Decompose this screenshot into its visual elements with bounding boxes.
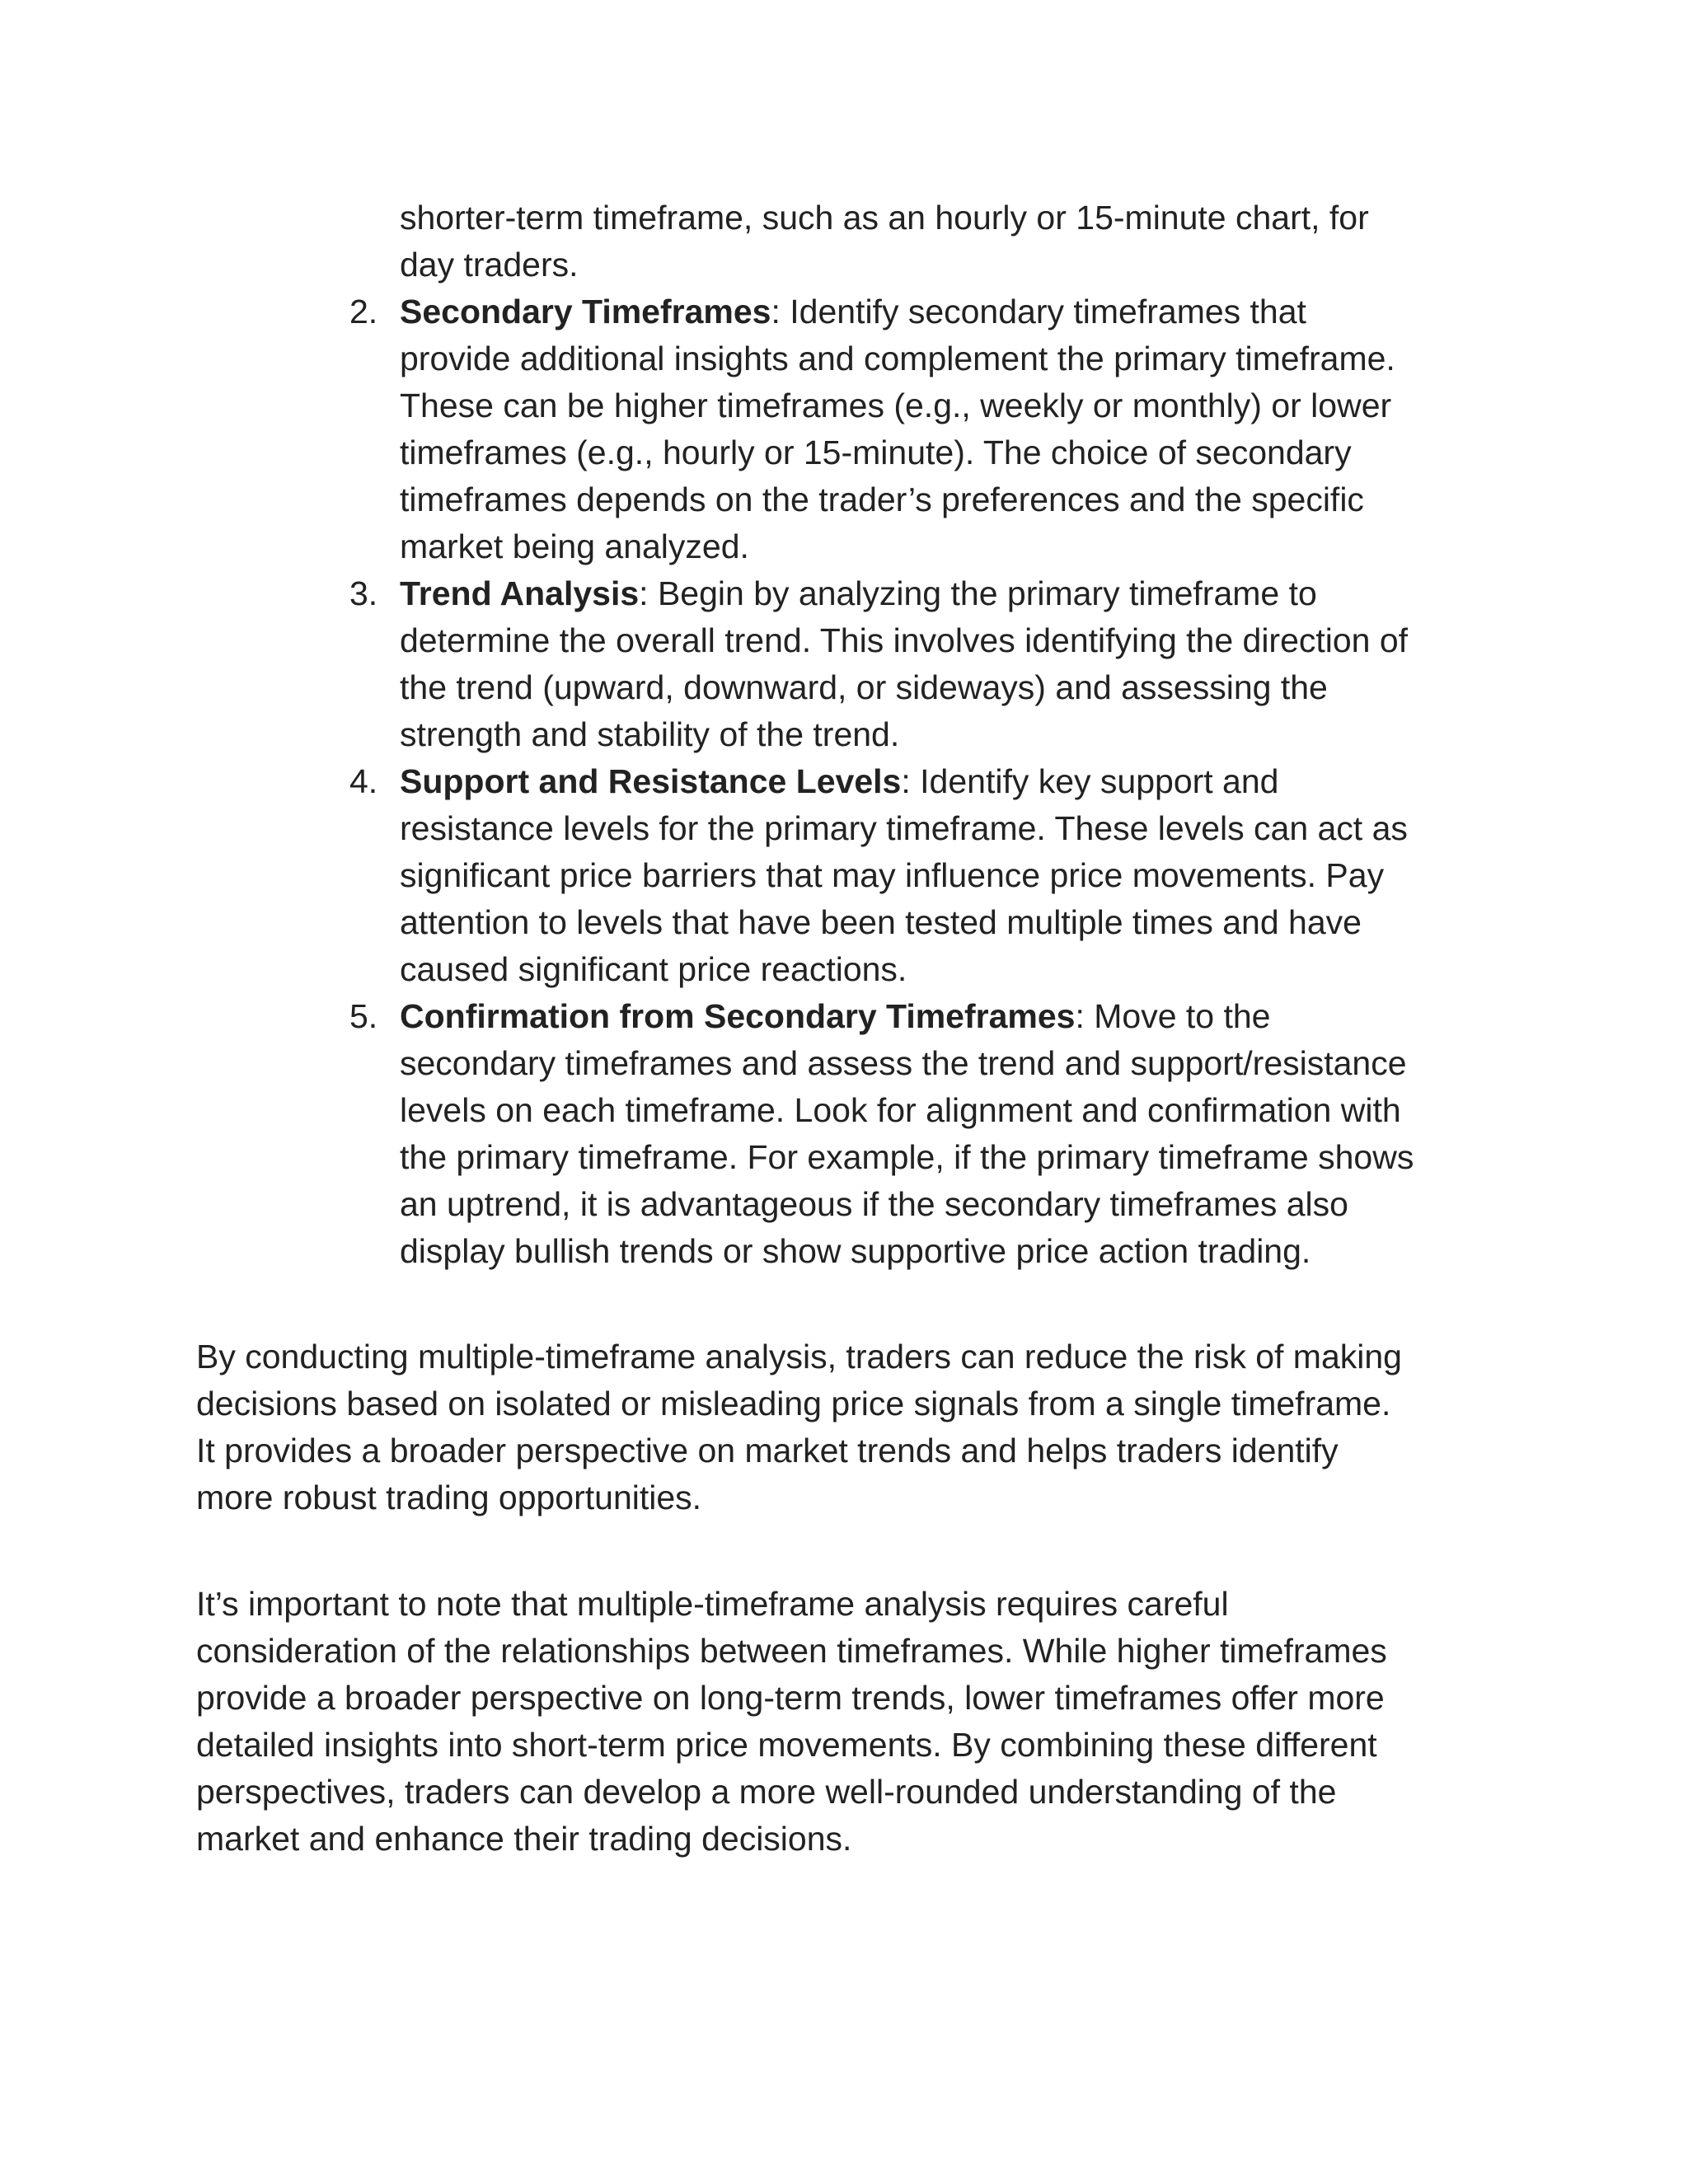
list-item-first-line bbox=[400, 993, 1270, 1040]
list-item-line: the trend (upward, downward, or sideways) and assessing the bbox=[400, 668, 1328, 706]
list-item-line: an uptrend, it is advantageous if the secondary timeframes also bbox=[400, 1185, 1348, 1223]
list-item-first-line bbox=[400, 758, 1278, 805]
list-continuation-line: day traders. bbox=[400, 246, 579, 284]
list-item-number: 2. bbox=[349, 293, 378, 330]
list-item-line: strength and stability of the trend. bbox=[400, 715, 900, 753]
paragraph-line: market and enhance their trading decisions. bbox=[196, 1820, 852, 1858]
list-item-line: determine the overall trend. This involves identifying the direction of bbox=[400, 621, 1409, 659]
list-item-line: significant price barriers that may influence price movements. Pay bbox=[400, 856, 1385, 894]
paragraph-line: It’s important to note that multiple-timeframe analysis requires careful bbox=[196, 1585, 1229, 1623]
paragraph-line: It provides a broader perspective on market trends and helps traders identify bbox=[196, 1432, 1339, 1469]
list-item-line: caused significant price reactions. bbox=[400, 950, 907, 988]
list-item-line: attention to levels that have been tested multiple times and have bbox=[400, 903, 1362, 941]
list-item-first-line bbox=[400, 570, 1317, 617]
paragraph-line: By conducting multiple-timeframe analysis, traders can reduce the risk of making bbox=[196, 1338, 1402, 1376]
list-item-text: : Move to the bbox=[1075, 997, 1271, 1035]
list-item-number: 4. bbox=[349, 762, 378, 800]
list-item-line: provide additional insights and complement the primary timeframe. bbox=[400, 340, 1395, 377]
list-item-line: resistance levels for the primary timeframe. These levels can act as bbox=[400, 809, 1408, 847]
list-item-line: the primary timeframe. For example, if the primary timeframe shows bbox=[400, 1138, 1414, 1176]
list-continuation-line: shorter-term timeframe, such as an hourly or 15-minute chart, for bbox=[400, 199, 1369, 237]
list-item-first-line bbox=[400, 288, 1306, 335]
paragraph-line: consideration of the relationships between timeframes. While higher timeframes bbox=[196, 1632, 1387, 1670]
paragraph-line: decisions based on isolated or misleading price signals from a single timeframe. bbox=[196, 1385, 1391, 1422]
list-item-text: : Identify secondary timeframes that bbox=[771, 293, 1306, 330]
list-item-text: : Begin by analyzing the primary timeframe to bbox=[639, 574, 1317, 612]
paragraph-line: detailed insights into short-term price movements. By combining these different bbox=[196, 1726, 1377, 1764]
list-item-line: timeframes (e.g., hourly or 15-minute). The choice of secondary bbox=[400, 434, 1352, 471]
list-item-term: Trend Analysis bbox=[400, 574, 640, 612]
list-item-number: 5. bbox=[349, 997, 378, 1035]
list-item-line: market being analyzed. bbox=[400, 527, 749, 565]
list-item-term: Secondary Timeframes bbox=[400, 293, 771, 330]
list-item-line: timeframes depends on the trader’s preferences and the specific bbox=[400, 480, 1364, 518]
paragraph-line: more robust trading opportunities. bbox=[196, 1479, 702, 1516]
list-item-line: levels on each timeframe. Look for alignment and confirmation with bbox=[400, 1091, 1401, 1129]
paragraph-line: provide a broader perspective on long-term trends, lower timeframes offer more bbox=[196, 1679, 1385, 1717]
list-item-term: Confirmation from Secondary Timeframes bbox=[400, 997, 1076, 1035]
list-item-number: 3. bbox=[349, 574, 378, 612]
list-item-term: Support and Resistance Levels bbox=[400, 762, 902, 800]
list-item-text: : Identify key support and bbox=[901, 762, 1279, 800]
list-item-line: These can be higher timeframes (e.g., weekly or monthly) or lower bbox=[400, 387, 1392, 424]
list-item-line: display bullish trends or show supportive price action trading. bbox=[400, 1232, 1311, 1270]
list-item-line: secondary timeframes and assess the trend and support/resistance bbox=[400, 1044, 1407, 1082]
paragraph-line: perspectives, traders can develop a more well-rounded understanding of the bbox=[196, 1773, 1337, 1811]
